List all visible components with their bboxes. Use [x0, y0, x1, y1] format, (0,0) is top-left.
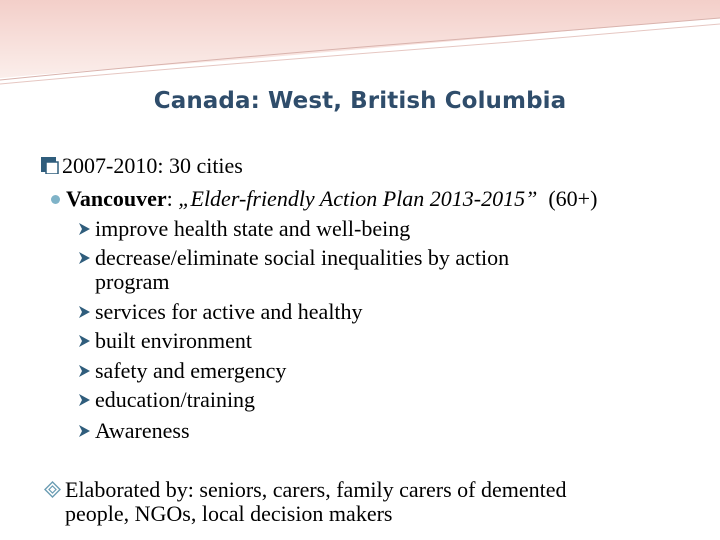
arrow-bullet-icon — [78, 222, 91, 236]
vancouver-colon: : — [166, 186, 173, 211]
list-item: safety and emergency — [95, 358, 287, 383]
arrow-bullet-icon — [78, 251, 91, 265]
list-item: services for active and healthy — [95, 299, 363, 324]
vancouver-line — [66, 186, 597, 212]
age-range: (60+) — [548, 186, 598, 211]
arrow-bullet-icon — [78, 393, 91, 407]
footer-line-1: Elaborated by: seniors, carers, family carers of demented — [65, 477, 567, 502]
cities-line: 2007-2010: 30 cities — [62, 153, 243, 178]
header-decoration — [0, 0, 720, 90]
diamond-bullet-icon — [44, 481, 61, 498]
list-item: built environment — [95, 328, 253, 353]
list-item-continuation: program — [95, 269, 170, 294]
arrow-bullet-icon — [78, 305, 91, 319]
list-item: decrease/eliminate social inequalities by action — [95, 245, 510, 270]
action-plan-title: „Elder-friendly Action Plan 2013-2015” — [178, 186, 538, 211]
round-bullet-icon — [51, 195, 60, 204]
arrow-bullet-icon — [78, 364, 91, 378]
footer-line-2: people, NGOs, local decision makers — [65, 501, 393, 526]
list-item: education/training — [95, 387, 256, 412]
arrow-bullet-icon — [78, 424, 91, 438]
vancouver-label: Vancouver — [66, 186, 167, 211]
checkbox-bullet-icon — [40, 156, 59, 174]
list-item: improve health state and well-being — [95, 216, 411, 241]
slide-title: Canada: West, British Columbia — [153, 88, 567, 114]
list-item: Awareness — [95, 418, 190, 443]
arrow-bullet-icon — [78, 334, 91, 348]
